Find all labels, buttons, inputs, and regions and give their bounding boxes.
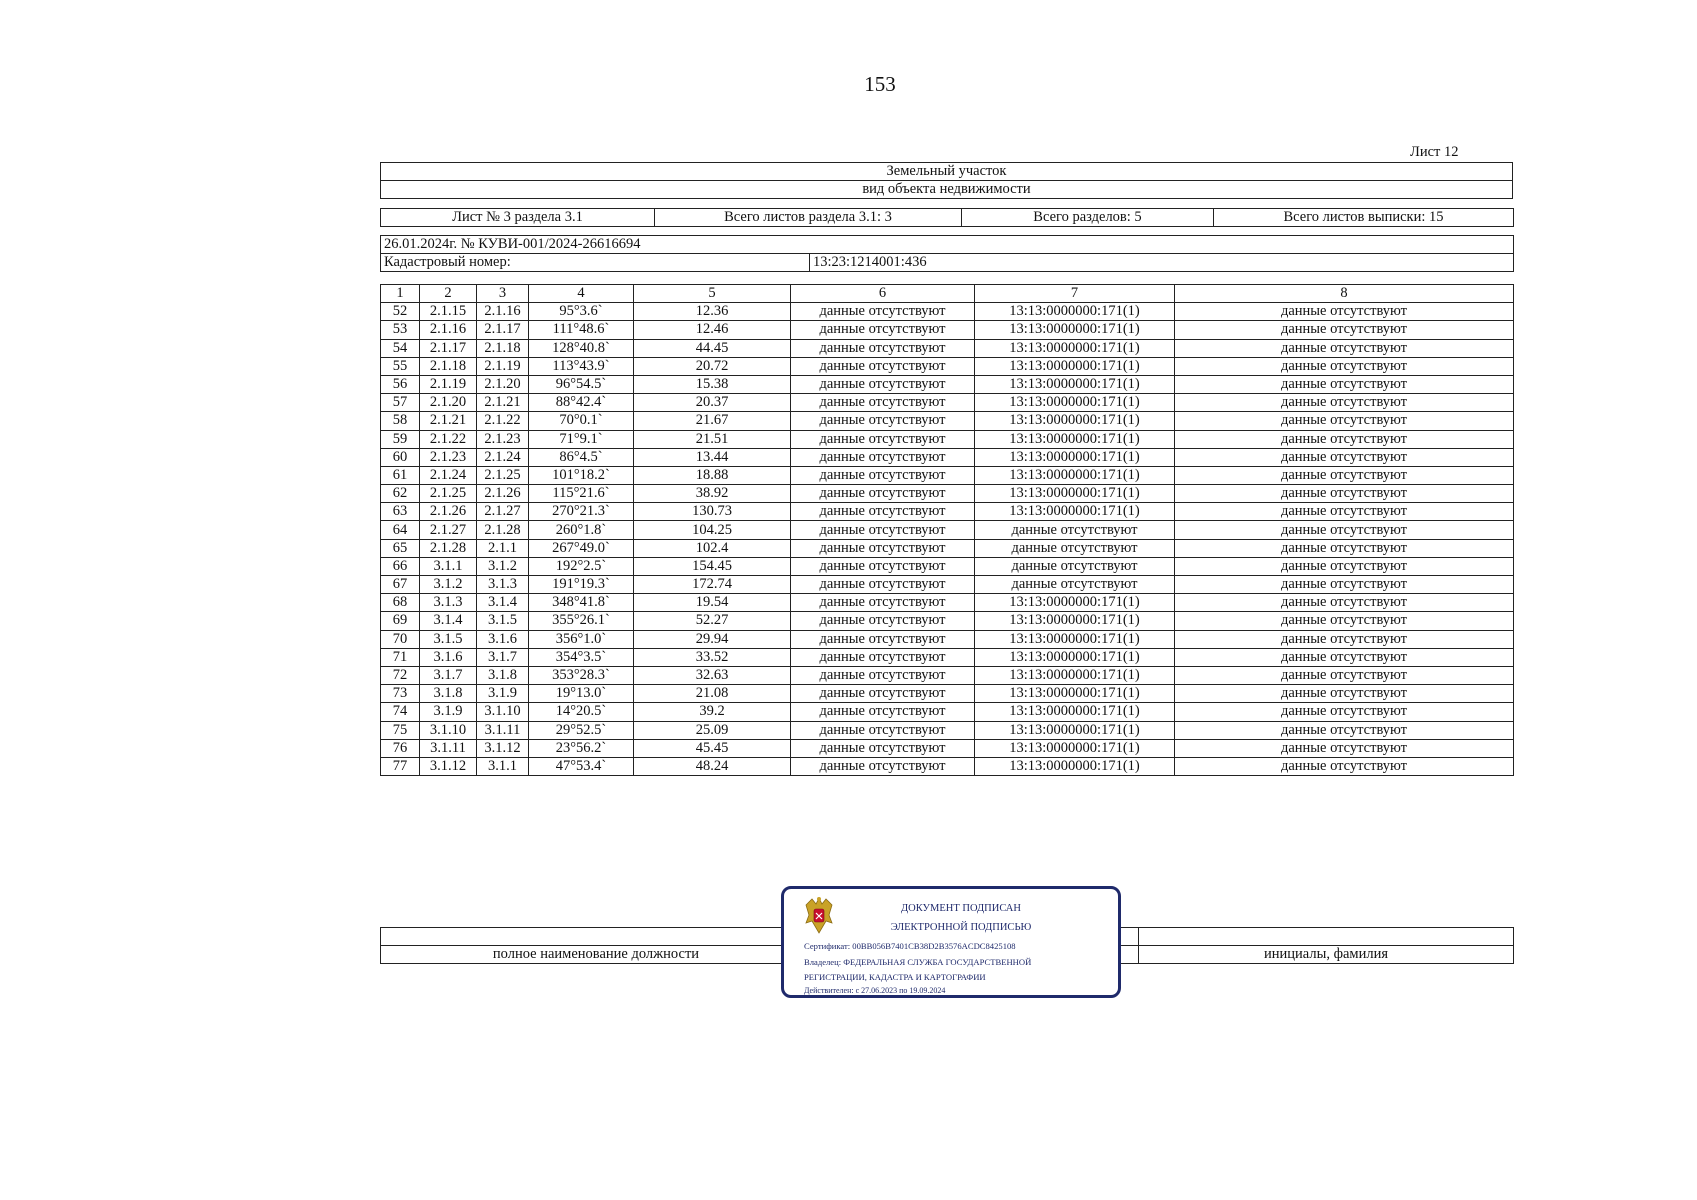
table-cell: данные отсутствуют [791, 594, 975, 612]
table-cell: данные отсутствуют [1175, 503, 1514, 521]
table-cell: 13:13:0000000:171(1) [975, 448, 1175, 466]
table-cell: 13:13:0000000:171(1) [975, 739, 1175, 757]
table-row [381, 612, 1514, 630]
table-cell: 64 [381, 521, 420, 539]
table-cell: данные отсутствуют [791, 666, 975, 684]
electronic-signature-stamp [781, 886, 1121, 998]
table-cell: 270°21.3` [529, 503, 634, 521]
table-cell: данные отсутствуют [1175, 630, 1514, 648]
table-cell: 2.1.27 [420, 521, 477, 539]
table-cell: 76 [381, 739, 420, 757]
table-cell: 55 [381, 357, 420, 375]
table-cell: данные отсутствуют [1175, 303, 1514, 321]
table-cell: 354°3.5` [529, 648, 634, 666]
table-cell: 63 [381, 503, 420, 521]
table-cell: 13:13:0000000:171(1) [975, 394, 1175, 412]
table-cell: 172.74 [634, 576, 791, 594]
table-row [381, 703, 1514, 721]
table-cell: 355°26.1` [529, 612, 634, 630]
table-cell: 2.1.21 [477, 394, 529, 412]
table-cell: данные отсутствуют [791, 303, 975, 321]
table-cell: 3.1.10 [420, 721, 477, 739]
table-cell: данные отсутствуют [975, 557, 1175, 575]
table-cell: 3.1.1 [420, 557, 477, 575]
table-cell: данные отсутствуют [1175, 703, 1514, 721]
table-cell: 44.45 [634, 339, 791, 357]
table-cell: 3.1.11 [420, 739, 477, 757]
table-cell: данные отсутствуют [791, 503, 975, 521]
table-cell: 70°0.1` [529, 412, 634, 430]
table-cell: 29.94 [634, 630, 791, 648]
table-row [381, 375, 1514, 393]
table-cell: данные отсутствуют [1175, 576, 1514, 594]
table-cell: 2.1.18 [420, 357, 477, 375]
table-cell: 58 [381, 412, 420, 430]
object-type: вид объекта недвижимости [381, 181, 1513, 199]
table-cell: 29°52.5` [529, 721, 634, 739]
table-cell: 3.1.5 [477, 612, 529, 630]
table-cell: данные отсутствуют [1175, 539, 1514, 557]
table-cell: 101°18.2` [529, 466, 634, 484]
table-cell: данные отсутствуют [1175, 721, 1514, 739]
table-cell: данные отсутствуют [791, 339, 975, 357]
table-cell: 15.38 [634, 375, 791, 393]
cadastral-label: Кадастровый номер: [381, 254, 810, 272]
table-cell: данные отсутствуют [1175, 685, 1514, 703]
stamp-title-line1: ДОКУМЕНТ ПОДПИСАН [901, 903, 1021, 914]
table-row [381, 557, 1514, 575]
table-cell: данные отсутствуют [791, 630, 975, 648]
table-cell: данные отсутствуют [791, 375, 975, 393]
table-cell: 68 [381, 594, 420, 612]
table-cell: данные отсутствуют [1175, 357, 1514, 375]
table-cell: 62 [381, 485, 420, 503]
column-header: 6 [791, 285, 975, 303]
table-cell: 3.1.4 [477, 594, 529, 612]
table-cell: 59 [381, 430, 420, 448]
date-number: 26.01.2024г. № КУВИ-001/2024-26616694 [381, 236, 1514, 254]
table-cell: 88°42.4` [529, 394, 634, 412]
table-cell: 73 [381, 685, 420, 703]
table-cell: 2.1.15 [420, 303, 477, 321]
stamp-owner-line1: Владелец: ФЕДЕРАЛЬНАЯ СЛУЖБА ГОСУДАРСТВЕННОЙ [804, 957, 1032, 967]
table-row [381, 521, 1514, 539]
table-cell: 20.72 [634, 357, 791, 375]
table-row [381, 430, 1514, 448]
table-cell: 3.1.9 [420, 703, 477, 721]
table-cell: 2.1.25 [477, 466, 529, 484]
table-cell: данные отсутствуют [791, 648, 975, 666]
table-cell: данные отсутствуют [1175, 412, 1514, 430]
stamp-owner-line2: РЕГИСТРАЦИИ, КАДАСТРА И КАРТОГРАФИИ [804, 972, 986, 982]
table-cell: данные отсутствуют [791, 703, 975, 721]
table-cell: 3.1.11 [477, 721, 529, 739]
table-cell: данные отсутствуют [1175, 739, 1514, 757]
name-label: инициалы, фамилия [1139, 946, 1514, 964]
table-cell: 71 [381, 648, 420, 666]
table-cell: 192°2.5` [529, 557, 634, 575]
table-cell: 3.1.3 [477, 576, 529, 594]
table-cell: данные отсутствуют [1175, 612, 1514, 630]
table-cell: 3.1.7 [477, 648, 529, 666]
table-cell: 77 [381, 757, 420, 775]
table-cell: 13:13:0000000:171(1) [975, 339, 1175, 357]
table-cell: 13:13:0000000:171(1) [975, 357, 1175, 375]
table-cell: 2.1.22 [477, 412, 529, 430]
stamp-certificate: Сертификат: 00BB056B7401CB38D2B3576ACDC8425108 [804, 941, 1016, 951]
name-blank [1139, 928, 1514, 946]
table-cell: 21.08 [634, 685, 791, 703]
table-cell: 2.1.24 [477, 448, 529, 466]
table-cell: 52.27 [634, 612, 791, 630]
table-cell: 3.1.3 [420, 594, 477, 612]
table-cell: 260°1.8` [529, 521, 634, 539]
column-header: 4 [529, 285, 634, 303]
table-cell: 102.4 [634, 539, 791, 557]
table-cell: данные отсутствуют [1175, 521, 1514, 539]
table-cell: данные отсутствуют [791, 448, 975, 466]
table-row [381, 739, 1514, 757]
table-cell: 65 [381, 539, 420, 557]
table-cell: данные отсутствуют [791, 721, 975, 739]
table-cell: 13:13:0000000:171(1) [975, 648, 1175, 666]
table-cell: данные отсутствуют [1175, 448, 1514, 466]
table-cell: 75 [381, 721, 420, 739]
table-cell: 39.2 [634, 703, 791, 721]
table-cell: 71°9.1` [529, 430, 634, 448]
table-row [381, 321, 1514, 339]
table-cell: 3.1.12 [477, 739, 529, 757]
table-cell: 3.1.12 [420, 757, 477, 775]
table-cell: 21.67 [634, 412, 791, 430]
total-extract-sheets: Всего листов выписки: 15 [1214, 209, 1514, 227]
table-cell: 38.92 [634, 485, 791, 503]
table-cell: 3.1.8 [420, 685, 477, 703]
table-row [381, 721, 1514, 739]
table-cell: 53 [381, 321, 420, 339]
table-cell: данные отсутствуют [1175, 430, 1514, 448]
table-cell: 13:13:0000000:171(1) [975, 612, 1175, 630]
table-cell: данные отсутствуют [791, 557, 975, 575]
table-cell: 67 [381, 576, 420, 594]
boundary-parts-table [380, 284, 1514, 776]
table-cell: 3.1.8 [477, 666, 529, 684]
table-cell: 113°43.9` [529, 357, 634, 375]
table-cell: 56 [381, 375, 420, 393]
table-cell: 356°1.0` [529, 630, 634, 648]
table-cell: 2.1.21 [420, 412, 477, 430]
table-cell: 45.45 [634, 739, 791, 757]
table-cell: данные отсутствуют [791, 539, 975, 557]
table-cell: данные отсутствуют [1175, 375, 1514, 393]
total-sections: Всего разделов: 5 [962, 209, 1214, 227]
table-cell: 47°53.4` [529, 757, 634, 775]
table-cell: 21.51 [634, 430, 791, 448]
table-cell: 348°41.8` [529, 594, 634, 612]
table-row [381, 503, 1514, 521]
table-cell: 267°49.0` [529, 539, 634, 557]
registration-info-table [380, 235, 1514, 272]
table-row [381, 594, 1514, 612]
table-cell: 353°28.3` [529, 666, 634, 684]
table-cell: 13:13:0000000:171(1) [975, 375, 1175, 393]
table-row [381, 466, 1514, 484]
table-row [381, 685, 1514, 703]
table-cell: 54 [381, 339, 420, 357]
table-cell: 25.09 [634, 721, 791, 739]
table-cell: 130.73 [634, 503, 791, 521]
stamp-validity: Действителен: с 27.06.2023 по 19.09.2024 [804, 986, 946, 995]
table-cell: 2.1.26 [477, 485, 529, 503]
table-cell: 69 [381, 612, 420, 630]
table-cell: 95°3.6` [529, 303, 634, 321]
table-cell: 74 [381, 703, 420, 721]
table-cell: 12.46 [634, 321, 791, 339]
table-cell: данные отсутствуют [791, 394, 975, 412]
table-cell: 3.1.2 [477, 557, 529, 575]
table-cell: 32.63 [634, 666, 791, 684]
table-cell: 72 [381, 666, 420, 684]
table-cell: 3.1.1 [477, 757, 529, 775]
cadastral-value: 13:23:1214001:436 [810, 254, 1514, 272]
table-cell: 3.1.6 [477, 630, 529, 648]
table-cell: 3.1.10 [477, 703, 529, 721]
sheets-info-table [380, 208, 1514, 227]
table-cell: данные отсутствуют [791, 466, 975, 484]
table-cell: данные отсутствуют [791, 412, 975, 430]
table-cell: 2.1.16 [477, 303, 529, 321]
table-cell: 191°19.3` [529, 576, 634, 594]
table-row [381, 303, 1514, 321]
table-cell: 2.1.22 [420, 430, 477, 448]
table-row [381, 539, 1514, 557]
table-cell: 3.1.5 [420, 630, 477, 648]
table-cell: 2.1.25 [420, 485, 477, 503]
table-cell: данные отсутствуют [1175, 321, 1514, 339]
object-header-table [380, 162, 1513, 199]
sheet-of-section: Лист № 3 раздела 3.1 [381, 209, 655, 227]
table-cell: 52 [381, 303, 420, 321]
table-cell: 128°40.8` [529, 339, 634, 357]
table-cell: данные отсутствуют [1175, 594, 1514, 612]
table-row [381, 412, 1514, 430]
table-cell: данные отсутствуют [791, 757, 975, 775]
table-row [381, 576, 1514, 594]
table-cell: 3.1.6 [420, 648, 477, 666]
table-cell: данные отсутствуют [791, 321, 975, 339]
table-cell: 2.1.19 [420, 375, 477, 393]
table-row [381, 757, 1514, 775]
table-cell: 111°48.6` [529, 321, 634, 339]
table-row [381, 666, 1514, 684]
table-cell: 13:13:0000000:171(1) [975, 321, 1175, 339]
table-cell: данные отсутствуют [1175, 757, 1514, 775]
table-row [381, 394, 1514, 412]
table-cell: 2.1.1 [477, 539, 529, 557]
table-cell: 20.37 [634, 394, 791, 412]
table-cell: 57 [381, 394, 420, 412]
table-cell: 61 [381, 466, 420, 484]
table-cell: 13:13:0000000:171(1) [975, 666, 1175, 684]
table-cell: 13:13:0000000:171(1) [975, 430, 1175, 448]
object-name: Земельный участок [381, 163, 1513, 181]
table-cell: данные отсутствуют [791, 485, 975, 503]
table-cell: 13:13:0000000:171(1) [975, 721, 1175, 739]
sheet-label: Лист 12 [1410, 144, 1459, 160]
table-cell: 2.1.19 [477, 357, 529, 375]
table-cell: данные отсутствуют [791, 739, 975, 757]
table-cell: 13:13:0000000:171(1) [975, 466, 1175, 484]
table-cell: 13:13:0000000:171(1) [975, 412, 1175, 430]
table-cell: 2.1.18 [477, 339, 529, 357]
table-cell: данные отсутствуют [1175, 557, 1514, 575]
table-cell: данные отсутствуют [975, 539, 1175, 557]
table-cell: данные отсутствуют [791, 521, 975, 539]
table-cell: 13:13:0000000:171(1) [975, 503, 1175, 521]
table-row [381, 339, 1514, 357]
table-cell: данные отсутствуют [791, 430, 975, 448]
table-cell: 3.1.2 [420, 576, 477, 594]
page-number: 153 [864, 72, 896, 96]
table-cell: 2.1.23 [420, 448, 477, 466]
section-total-sheets: Всего листов раздела 3.1: 3 [655, 209, 962, 227]
table-cell: 2.1.24 [420, 466, 477, 484]
table-cell: 2.1.28 [477, 521, 529, 539]
table-cell: данные отсутствуют [791, 612, 975, 630]
table-cell: 2.1.26 [420, 503, 477, 521]
table-cell: 18.88 [634, 466, 791, 484]
table-cell: 19°13.0` [529, 685, 634, 703]
table-cell: 13.44 [634, 448, 791, 466]
table-cell: 66 [381, 557, 420, 575]
table-cell: данные отсутствуют [791, 685, 975, 703]
table-cell: данные отсутствуют [1175, 648, 1514, 666]
table-cell: 13:13:0000000:171(1) [975, 485, 1175, 503]
column-header: 8 [1175, 285, 1514, 303]
table-row [381, 630, 1514, 648]
table-cell: данные отсутствуют [1175, 666, 1514, 684]
table-cell: 48.24 [634, 757, 791, 775]
table-row [381, 357, 1514, 375]
table-cell: 2.1.20 [420, 394, 477, 412]
table-cell: 19.54 [634, 594, 791, 612]
table-cell: 2.1.28 [420, 539, 477, 557]
table-cell: 70 [381, 630, 420, 648]
table-cell: 104.25 [634, 521, 791, 539]
table-cell: 2.1.23 [477, 430, 529, 448]
table-cell: данные отсутствуют [791, 576, 975, 594]
table-cell: 12.36 [634, 303, 791, 321]
table-cell: 13:13:0000000:171(1) [975, 703, 1175, 721]
table-cell: 2.1.17 [477, 321, 529, 339]
table-cell: 2.1.20 [477, 375, 529, 393]
table-cell: данные отсутствуют [1175, 339, 1514, 357]
table-cell: 13:13:0000000:171(1) [975, 594, 1175, 612]
table-cell: 2.1.17 [420, 339, 477, 357]
column-header: 3 [477, 285, 529, 303]
table-cell: 96°54.5` [529, 375, 634, 393]
table-cell: 2.1.16 [420, 321, 477, 339]
stamp-title-line2: ЭЛЕКТРОННОЙ ПОДПИСЬЮ [890, 922, 1032, 933]
column-header: 7 [975, 285, 1175, 303]
table-cell: 13:13:0000000:171(1) [975, 303, 1175, 321]
table-cell: 33.52 [634, 648, 791, 666]
table-cell: 2.1.27 [477, 503, 529, 521]
position-label: полное наименование должности [381, 946, 1139, 964]
table-row [381, 485, 1514, 503]
table-cell: 13:13:0000000:171(1) [975, 630, 1175, 648]
table-cell: данные отсутствуют [975, 576, 1175, 594]
table-cell: 154.45 [634, 557, 791, 575]
table-cell: 13:13:0000000:171(1) [975, 685, 1175, 703]
table-cell: 3.1.4 [420, 612, 477, 630]
table-row [381, 448, 1514, 466]
table-cell: данные отсутствуют [1175, 485, 1514, 503]
table-cell: 13:13:0000000:171(1) [975, 757, 1175, 775]
table-row [381, 648, 1514, 666]
table-cell: 60 [381, 448, 420, 466]
table-cell: данные отсутствуют [791, 357, 975, 375]
table-cell: 14°20.5` [529, 703, 634, 721]
table-cell: 23°56.2` [529, 739, 634, 757]
table-cell: 3.1.9 [477, 685, 529, 703]
table-cell: данные отсутствуют [1175, 466, 1514, 484]
table-cell: данные отсутствуют [1175, 394, 1514, 412]
column-header: 5 [634, 285, 791, 303]
table-cell: 115°21.6` [529, 485, 634, 503]
table-cell: 3.1.7 [420, 666, 477, 684]
table-cell: 86°4.5` [529, 448, 634, 466]
column-header: 2 [420, 285, 477, 303]
column-header: 1 [381, 285, 420, 303]
table-cell: данные отсутствуют [975, 521, 1175, 539]
